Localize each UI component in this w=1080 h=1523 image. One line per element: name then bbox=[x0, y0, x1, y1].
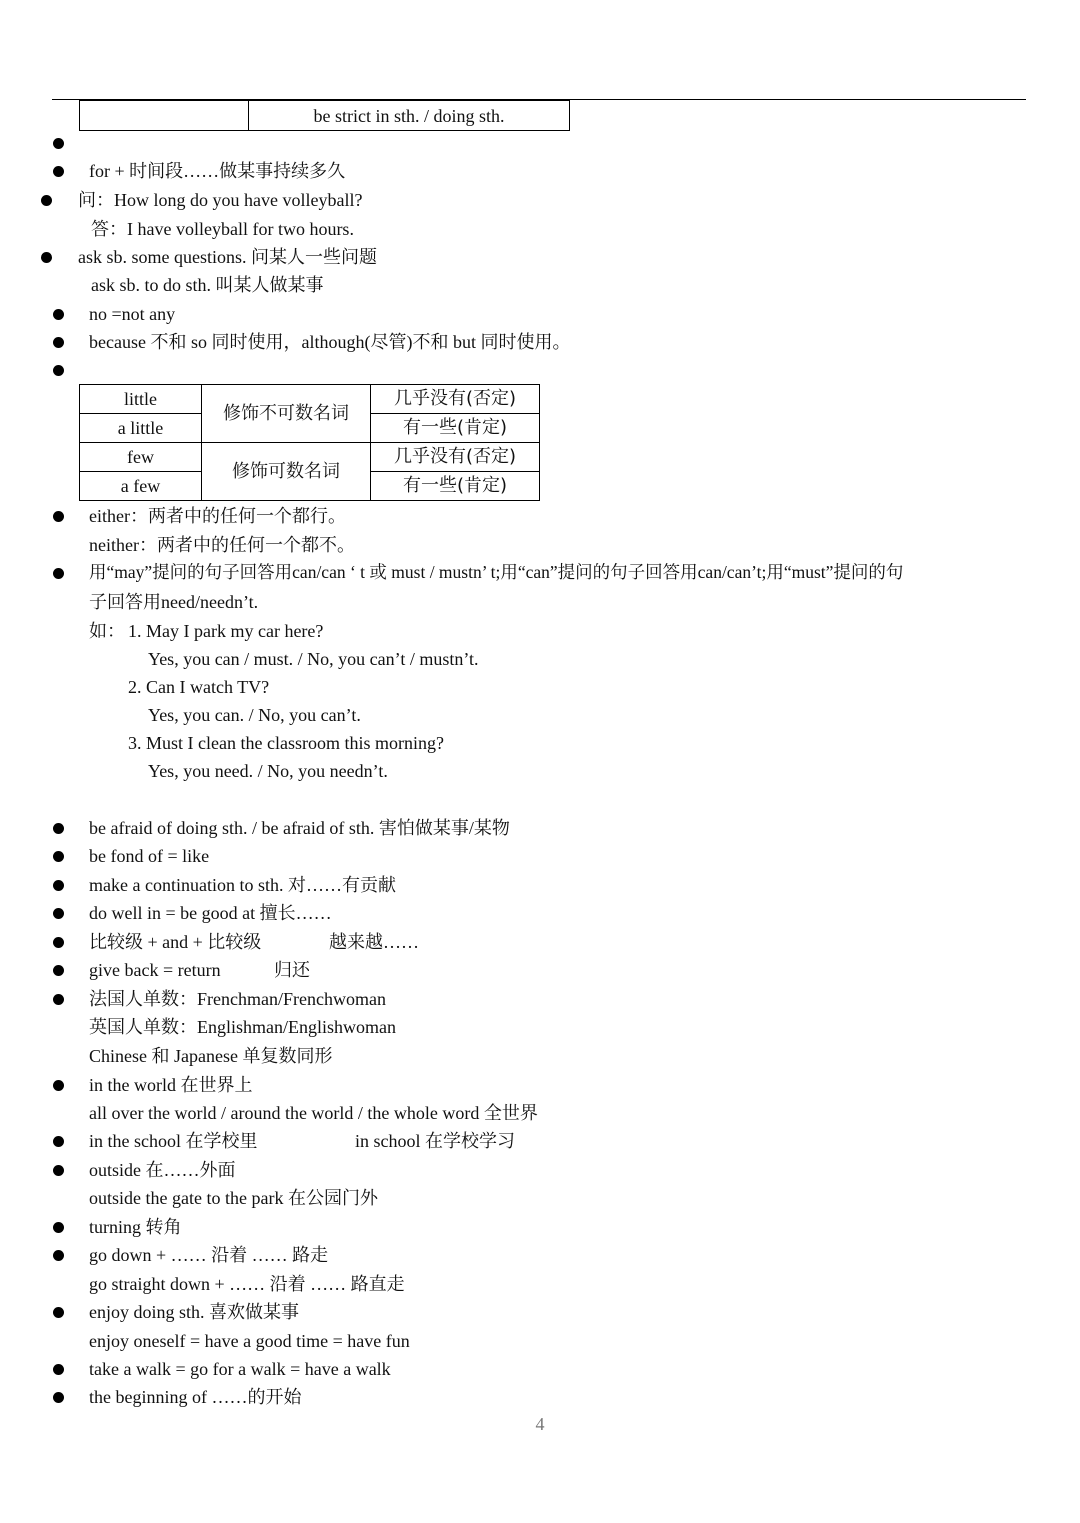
line-ask-to-do: ask sb. to do sth. 叫某人做某事 bbox=[91, 275, 324, 295]
bullet-empty-2 bbox=[53, 365, 64, 376]
table-countable-cell: 修饰可数名词 bbox=[202, 443, 371, 501]
top-table bbox=[79, 100, 570, 131]
bullet bbox=[53, 851, 64, 862]
line-go-straight: go straight down + …… 沿着 …… 路直走 bbox=[89, 1274, 405, 1294]
line-chinese-japanese: Chinese 和 Japanese 单复数同形 bbox=[89, 1046, 333, 1066]
bullet-empty-1 bbox=[53, 138, 64, 149]
bullet bbox=[53, 994, 64, 1005]
bullet bbox=[41, 195, 52, 206]
line-outside: outside 在……外面 bbox=[89, 1160, 236, 1180]
line-do-well: do well in = be good at 擅长…… bbox=[89, 903, 332, 923]
example-1-answer: Yes, you can / must. / No, you can’t / mustn’t. bbox=[148, 649, 479, 669]
bullet bbox=[53, 965, 64, 976]
line-in-the-world: in the world 在世界上 bbox=[89, 1075, 253, 1095]
line-frenchman: 法国人单数：Frenchman/Frenchwoman bbox=[89, 989, 386, 1009]
line-be-fond: be fond of = like bbox=[89, 846, 210, 866]
line-outside-gate: outside the gate to the park 在公园门外 bbox=[89, 1188, 378, 1208]
bullet bbox=[53, 823, 64, 834]
line-englishman: 英国人单数：Englishman/Englishwoman bbox=[89, 1017, 396, 1037]
line-take-walk: take a walk = go for a walk = have a walk bbox=[89, 1359, 391, 1379]
line-go-down: go down + …… 沿着 …… 路走 bbox=[89, 1245, 329, 1265]
page-number: 4 bbox=[535, 1414, 545, 1434]
bullet bbox=[53, 880, 64, 891]
table-word-cell: a little bbox=[80, 414, 202, 443]
line-give-back: give back = return bbox=[89, 960, 221, 980]
line-make-contribution: make a continuation to sth. 对……有贡献 bbox=[89, 875, 396, 895]
bullet bbox=[53, 309, 64, 320]
example-1-question: 1. May I park my car here? bbox=[128, 621, 324, 641]
line-question: 问：How long do you have volleyball? bbox=[78, 190, 363, 210]
example-3-question: 3. Must I clean the classroom this morning? bbox=[128, 733, 444, 753]
table-word-cell: few bbox=[80, 443, 202, 472]
line-enjoy-oneself: enjoy oneself = have a good time = have fun bbox=[89, 1331, 410, 1351]
line-in-the-school: in the school 在学校里 bbox=[89, 1131, 258, 1151]
line-for-duration: for + 时间段……做某事持续多久 bbox=[89, 161, 346, 181]
line-turning: turning 转角 bbox=[89, 1217, 182, 1237]
line-ask-questions: ask sb. some questions. 问某人一些问题 bbox=[78, 247, 377, 267]
top-table-empty-cell bbox=[80, 101, 249, 131]
bullet bbox=[53, 1080, 64, 1091]
line-either: either：两者中的任何一个都行。 bbox=[89, 506, 346, 526]
bullet bbox=[53, 1136, 64, 1147]
line-all-over-world: all over the world / around the world / the whole word 全世界 bbox=[89, 1103, 538, 1123]
example-label: 如： bbox=[89, 621, 125, 641]
line-beginning: the beginning of ……的开始 bbox=[89, 1387, 302, 1407]
line-neither: neither：两者中的任何一个都不。 bbox=[89, 535, 355, 555]
line-because-although: because 不和 so 同时使用，although(尽管)不和 but 同时使用。 bbox=[89, 332, 571, 352]
bullet bbox=[41, 252, 52, 263]
table-meaning-cell: 有一些(肯定) bbox=[371, 414, 540, 443]
line-give-back-meaning: 归还 bbox=[274, 960, 310, 980]
example-3-answer: Yes, you need. / No, you needn’t. bbox=[148, 761, 388, 781]
line-answer: 答：I have volleyball for two hours. bbox=[91, 219, 354, 239]
example-2-answer: Yes, you can. / No, you can’t. bbox=[148, 705, 361, 725]
table-word-cell: little bbox=[80, 385, 202, 414]
table-meaning-cell: 几乎没有(否定) bbox=[371, 443, 540, 472]
bullet bbox=[53, 1165, 64, 1176]
bullet bbox=[53, 908, 64, 919]
line-no-not-any: no =not any bbox=[89, 304, 176, 324]
table-meaning-cell: 有一些(肯定) bbox=[371, 472, 540, 501]
bullet bbox=[53, 166, 64, 177]
table-meaning-cell: 几乎没有(否定) bbox=[371, 385, 540, 414]
line-be-afraid: be afraid of doing sth. / be afraid of sth. 害怕做某事/某物 bbox=[89, 818, 510, 838]
top-table-text-cell: be strict in sth. / doing sth. bbox=[249, 101, 570, 131]
table-uncountable-cell: 修饰不可数名词 bbox=[202, 385, 371, 443]
line-comparative: 比较级 + and + 比较级 bbox=[89, 932, 262, 952]
bullet bbox=[53, 568, 64, 579]
line-may-rule-2: 子回答用need/needn’t. bbox=[89, 592, 259, 612]
bullet bbox=[53, 337, 64, 348]
bullet bbox=[53, 1307, 64, 1318]
table-word-cell: a few bbox=[80, 472, 202, 501]
line-in-school: in school 在学校学习 bbox=[355, 1131, 515, 1151]
example-2-question: 2. Can I watch TV? bbox=[128, 677, 270, 697]
bullet bbox=[53, 511, 64, 522]
bullet bbox=[53, 1392, 64, 1403]
bullet bbox=[53, 1222, 64, 1233]
bullet bbox=[53, 1364, 64, 1375]
little-few-table bbox=[79, 384, 540, 501]
bullet bbox=[53, 1250, 64, 1261]
bullet bbox=[53, 937, 64, 948]
line-enjoy-doing: enjoy doing sth. 喜欢做某事 bbox=[89, 1302, 299, 1322]
line-may-rule-1: 用“may”提问的句子回答用can/can ‘ t 或 must / mustn’ t;用“can”提问的句子回答用can/can’t;用“must”提问的句 bbox=[89, 562, 904, 582]
line-comparative-meaning: 越来越…… bbox=[329, 932, 419, 952]
